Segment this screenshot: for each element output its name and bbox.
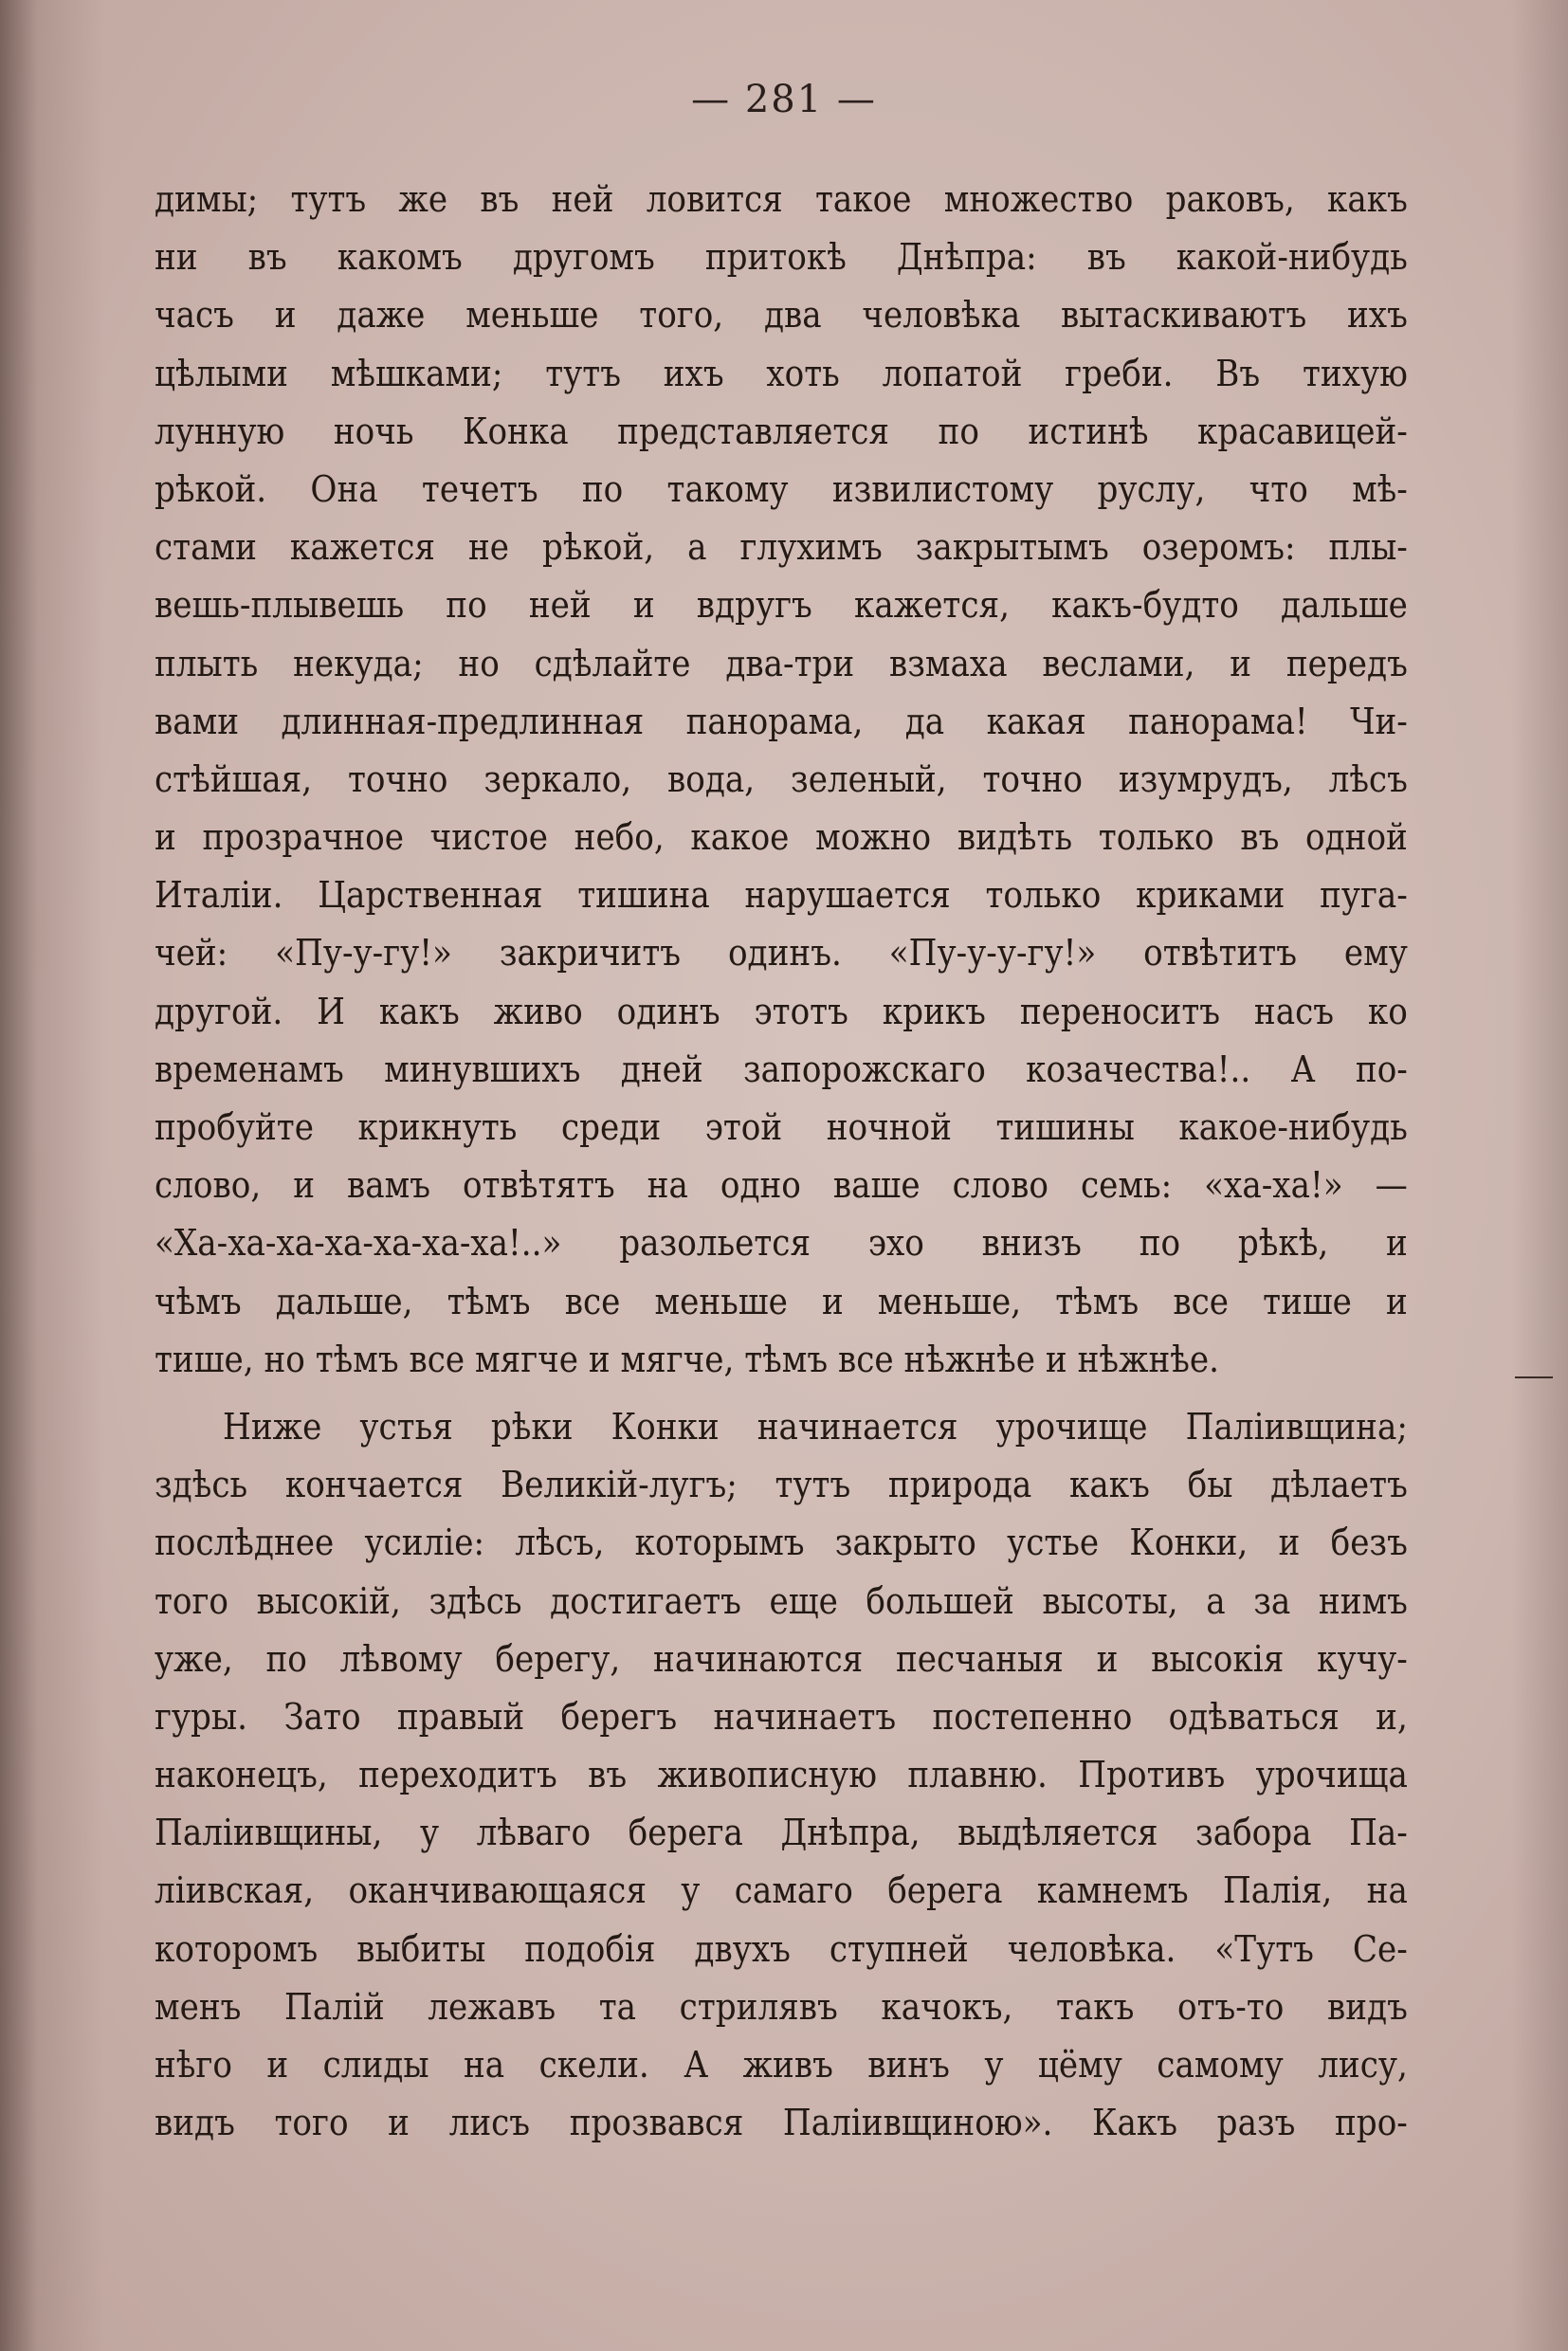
- text-line: нѣго и слиды на скели. А живъ винъ у цёму самому лису,: [155, 2044, 1408, 2086]
- page-number: — 281 —: [691, 78, 877, 121]
- text-line: чѣмъ дальше, тѣмъ все меньше и меньше, тѣмъ все тише и: [155, 1280, 1408, 1322]
- text-line: лунную ночь Конка представляется по истинѣ красавицей-: [155, 410, 1408, 452]
- text-line: видъ того и лисъ прозвався Палiивщиною». Какъ разъ про-: [155, 2102, 1408, 2144]
- text-line: здѣсь кончается Великiй-лугъ; тутъ природа какъ бы дѣлаетъ: [155, 1464, 1408, 1506]
- text-line: димы; тутъ же въ ней ловится такое множество раковъ, какъ: [155, 178, 1408, 220]
- paragraph-2: [155, 1398, 1408, 2152]
- text-line: лiивская, оканчивающаяся у самаго берега камнемъ Палiя, на: [155, 1869, 1408, 1912]
- text-line: Палiивщины, у лѣваго берега Днѣпра, выдѣляется забора Па-: [155, 1812, 1408, 1854]
- text-line: часъ и даже меньше того, два человѣка вытаскиваютъ ихъ: [155, 294, 1408, 337]
- text-line: вешь-плывешь по ней и вдругъ кажется, какъ-будто дальше: [155, 584, 1408, 627]
- text-line: пробуйте крикнуть среди этой ночной тишины какое-нибудь: [155, 1106, 1408, 1148]
- text-line: ни въ какомъ другомъ притокѣ Днѣпра: въ какой-нибудь: [155, 236, 1408, 279]
- text-line: рѣкой. Она течетъ по такому извилистому руслу, что мѣ-: [155, 467, 1408, 510]
- text-line: менъ Палiй лежавъ та стрилявъ качокъ, такъ отъ-то видъ: [155, 1985, 1408, 2028]
- body-text: [155, 171, 1408, 2152]
- text-line: тише, но тѣмъ все мягче и мягче, тѣмъ все нѣжнѣе и нѣжнѣе.: [155, 1338, 1219, 1380]
- text-line: слово, и вамъ отвѣтятъ на одно ваше слово семь: «ха-ха!» —: [155, 1164, 1408, 1207]
- text-line: уже, по лѣвому берегу, начинаются песчаныя и высокiя кучу-: [155, 1637, 1408, 1680]
- text-line: стѣйшая, точно зеркало, вода, зеленый, точно изумрудъ, лѣсъ: [155, 757, 1408, 800]
- text-line: вами длинная-предлинная панорама, да какая панорама! Чи-: [155, 700, 1408, 742]
- text-line: «Ха-ха-ха-ха-ха-ха-ха!..» разольется эхо внизъ по рѣкѣ, и: [155, 1222, 1408, 1265]
- text-line: Ниже устья рѣки Конки начинается урочище Палiивщина;: [223, 1405, 1408, 1448]
- paragraph-1: [155, 171, 1408, 1389]
- margin-dash-mark: [1515, 1376, 1553, 1378]
- text-line: наконецъ, переходитъ въ живописную плавню. Противъ урочища: [155, 1754, 1408, 1796]
- text-line: стами кажется не рѣкой, а глухимъ закрытымъ озеромъ: плы-: [155, 526, 1408, 569]
- text-line: Италіи. Царственная тишина нарушается только криками пуга-: [155, 874, 1408, 917]
- text-line: плыть некуда; но сдѣлайте два-три взмаха веслами, и передъ: [155, 642, 1408, 684]
- text-line: послѣднее усилiе: лѣсъ, которымъ закрыто устье Конки, и безъ: [155, 1522, 1408, 1564]
- text-line: которомъ выбиты подобiя двухъ ступней человѣка. «Тутъ Се-: [155, 1927, 1408, 1970]
- text-line: другой. И какъ живо одинъ этотъ крикъ переноситъ насъ ко: [155, 990, 1408, 1032]
- text-line: чей: «Пу-у-гу!» закричитъ одинъ. «Пу-у-у-гу!» отвѣтитъ ему: [155, 932, 1408, 975]
- text-line: того высокiй, здѣсь достигаетъ еще большей высоты, а за нимъ: [155, 1579, 1408, 1622]
- text-line: и прозрачное чистое небо, какое можно видѣть только въ одной: [155, 816, 1408, 859]
- text-line: гуры. Зато правый берегъ начинаетъ постепенно одѣваться и,: [155, 1695, 1408, 1738]
- text-line: временамъ минувшихъ дней запорожскаго козачества!.. А по-: [155, 1048, 1408, 1090]
- text-line: цѣлыми мѣшками; тутъ ихъ хоть лопатой греби. Въ тихую: [155, 352, 1408, 394]
